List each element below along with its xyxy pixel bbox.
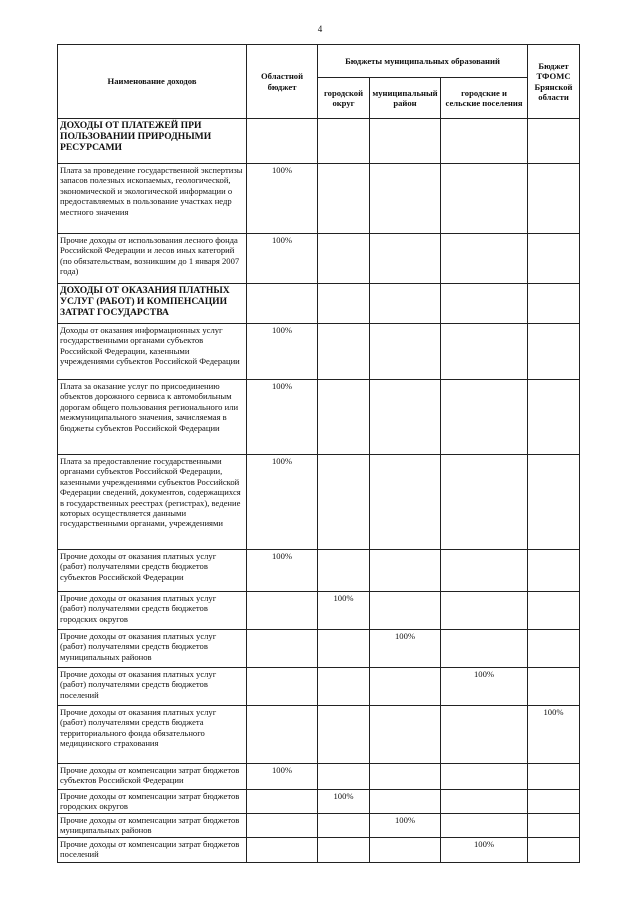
regional-share-cell: 100% [247,380,318,455]
revenue-name-cell: Прочие доходы от компенсации затрат бюджетов городских округов [58,790,247,814]
regional-share-cell: 100% [247,234,318,284]
settlements-share-cell [441,630,528,668]
municipal-district-share-cell [370,380,441,455]
revenue-name-cell: Прочие доходы от компенсации затрат бюджетов поселений [58,837,247,862]
tfoms-share-cell [528,550,580,592]
regional-share-cell [247,790,318,814]
city-district-share-cell [318,234,370,284]
tfoms-share-cell [528,380,580,455]
regional-share-cell: 100% [247,455,318,550]
regional-share-cell [247,592,318,630]
municipal-district-share-cell [370,668,441,706]
revenue-name-cell: Плата за предоставление государственными органами субъектов Российской Федерации, казенными учреждениями субъектов Российской Федерации сведений, документов, содержащихся в государственных реестрах (регистрах), ведение которых осуществляется данными государственными органами, учреждениями [58,455,247,550]
settlements-share-cell [441,813,528,837]
regional-share-cell [247,630,318,668]
tfoms-share-cell [528,284,580,324]
regional-share-cell: 100% [247,164,318,234]
revenue-name-cell: Плата за оказание услуг по присоединению объектов дорожного сервиса к автомобильным дорогам общего пользования регионального или межмуниципального значения, зачисляемая в бюджеты субъектов Российской Федерации [58,380,247,455]
table-row [58,380,580,455]
city-district-share-cell [318,813,370,837]
table-row [58,550,580,592]
city-district-share-cell [318,380,370,455]
city-district-share-cell [318,764,370,790]
municipal-district-share-cell [370,234,441,284]
settlements-share-cell: 100% [441,837,528,862]
municipal-district-share-cell [370,164,441,234]
tfoms-share-cell [528,630,580,668]
municipal-district-share-cell [370,284,441,324]
regional-share-cell: 100% [247,550,318,592]
settlements-share-cell [441,706,528,764]
tfoms-share-cell [528,764,580,790]
settlements-share-cell [441,234,528,284]
table-row [58,813,580,837]
revenue-name-cell: Прочие доходы от использования лесного фонда Российской Федерации и лесов иных категорий (по обязательствам, возникшим до 1 января 2007 года) [58,234,247,284]
city-district-share-cell [318,706,370,764]
page-number: 4 [317,24,323,34]
tfoms-share-cell [528,324,580,380]
tfoms-share-cell [528,164,580,234]
municipal-district-share-cell: 100% [370,630,441,668]
header-settlements: городские и сельские поселения [441,78,528,119]
revenue-name-cell: Прочие доходы от компенсации затрат бюджетов субъектов Российской Федерации [58,764,247,790]
settlements-share-cell [441,284,528,324]
settlements-share-cell [441,164,528,234]
municipal-district-share-cell [370,790,441,814]
municipal-district-share-cell [370,837,441,862]
regional-share-cell [247,813,318,837]
city-district-share-cell: 100% [318,592,370,630]
header-municipal-budgets: Бюджеты муниципальных образований [318,45,528,78]
city-district-share-cell: 100% [318,790,370,814]
city-district-share-cell [318,284,370,324]
revenue-name-cell: Прочие доходы от оказания платных услуг (работ) получателями средств бюджетов субъектов Российской Федерации [58,550,247,592]
tfoms-share-cell: 100% [528,706,580,764]
settlements-share-cell [441,455,528,550]
table-row [58,764,580,790]
revenue-name-cell: Плата за проведение государственной экспертизы запасов полезных ископаемых, геологической, экономической и экологической информации о предоставляемых в пользование участках недр местного значения [58,164,247,234]
table-row [58,668,580,706]
header-regional-budget: Областной бюджет [247,45,318,119]
header-tfoms-budget: Бюджет ТФОМС Брянской области [528,45,580,119]
municipal-district-share-cell [370,324,441,380]
table-row [58,592,580,630]
settlements-share-cell [441,324,528,380]
revenue-name-cell: Прочие доходы от оказания платных услуг (работ) получателями средств бюджетов поселений [58,668,247,706]
settlements-share-cell: 100% [441,668,528,706]
revenue-name-cell: Доходы от оказания информационных услуг государственными органами субъектов Российской Федерации, казенными учреждениями субъектов Российской Федерации [58,324,247,380]
section-row [58,119,580,164]
settlements-share-cell [441,592,528,630]
header-revenue-name: Наименование доходов [58,45,247,119]
city-district-share-cell [318,630,370,668]
municipal-district-share-cell [370,706,441,764]
municipal-district-share-cell [370,764,441,790]
revenue-name-cell: Прочие доходы от оказания платных услуг (работ) получателями средств бюджетов муниципальных районов [58,630,247,668]
header-city-district: городской округ [318,78,370,119]
regional-share-cell: 100% [247,324,318,380]
revenue-distribution-table [57,44,580,863]
table-row [58,706,580,764]
municipal-district-share-cell [370,119,441,164]
section-row [58,284,580,324]
municipal-district-share-cell [370,455,441,550]
settlements-share-cell [441,550,528,592]
tfoms-share-cell [528,790,580,814]
municipal-district-share-cell [370,550,441,592]
revenue-name-cell: Прочие доходы от оказания платных услуг (работ) получателями средств бюджетов городских округов [58,592,247,630]
tfoms-share-cell [528,592,580,630]
regional-share-cell [247,119,318,164]
regional-share-cell: 100% [247,764,318,790]
tfoms-share-cell [528,119,580,164]
regional-share-cell [247,837,318,862]
city-district-share-cell [318,119,370,164]
table-row [58,837,580,862]
table-row [58,455,580,550]
municipal-district-share-cell [370,592,441,630]
regional-share-cell [247,706,318,764]
table-row [58,164,580,234]
table-row [58,234,580,284]
regional-share-cell [247,284,318,324]
tfoms-share-cell [528,668,580,706]
table-row [58,630,580,668]
city-district-share-cell [318,837,370,862]
city-district-share-cell [318,164,370,234]
header-municipal-district: муниципальный район [370,78,441,119]
settlements-share-cell [441,790,528,814]
tfoms-share-cell [528,234,580,284]
table-row [58,324,580,380]
city-district-share-cell [318,455,370,550]
regional-share-cell [247,668,318,706]
revenue-name-cell: Прочие доходы от компенсации затрат бюджетов муниципальных районов [58,813,247,837]
revenue-name-cell: Прочие доходы от оказания платных услуг (работ) получателями средств бюджета территориального фонда обязательного медицинского страхования [58,706,247,764]
city-district-share-cell [318,550,370,592]
settlements-share-cell [441,119,528,164]
tfoms-share-cell [528,813,580,837]
tfoms-share-cell [528,455,580,550]
revenue-name-cell: ДОХОДЫ ОТ ПЛАТЕЖЕЙ ПРИ ПОЛЬЗОВАНИИ ПРИРОДНЫМИ РЕСУРСАМИ [58,119,247,164]
settlements-share-cell [441,380,528,455]
city-district-share-cell [318,324,370,380]
settlements-share-cell [441,764,528,790]
municipal-district-share-cell: 100% [370,813,441,837]
revenue-name-cell: ДОХОДЫ ОТ ОКАЗАНИЯ ПЛАТНЫХ УСЛУГ (РАБОТ) И КОМПЕНСАЦИИ ЗАТРАТ ГОСУДАРСТВА [58,284,247,324]
tfoms-share-cell [528,837,580,862]
city-district-share-cell [318,668,370,706]
table-row [58,790,580,814]
